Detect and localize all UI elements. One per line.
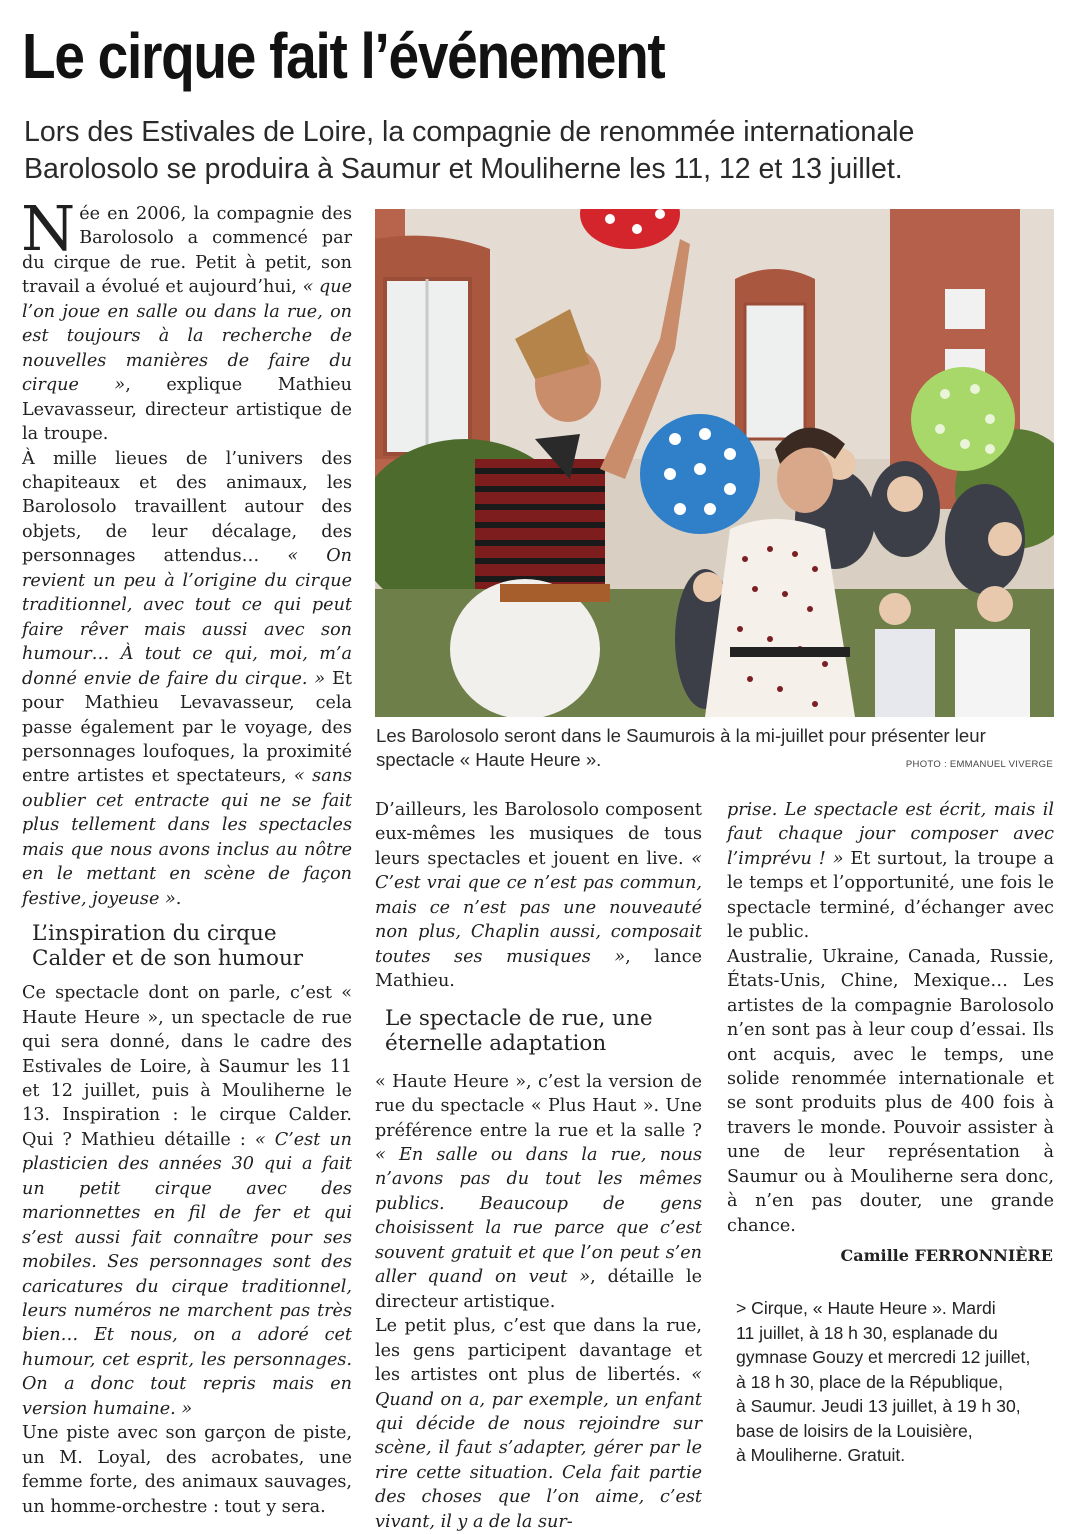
text: D’ailleurs, les Barolosolo composent eux-mêmes les musiques de tous leurs spectacles et jouent en live.	[375, 800, 702, 869]
article-column-1	[21, 192, 352, 1519]
text: « Haute Heure », c’est la version de rue du spectacle « Plus Haut ». Une préférence entre la rue et la salle ?	[375, 1071, 702, 1141]
drop-cap: N	[21, 192, 76, 265]
paragraph: Australie, Ukraine, Canada, Russie, États-Unis, Chine, Mexique… Les artistes de la compagnie Barolosolo n’en sont pas à leur coup d’essai. Ils ont acquis, avec le temps, une solide renommée internationale et se sont produits plus de 400 fois à travers le monde. Pouvoir assister à une de leur représentation à Saumur ou à Mouliherne sera donc, à n’en pas douter, une grande chance.	[727, 946, 1054, 1236]
circus-performers-illustration	[375, 209, 1054, 717]
text: Et surtout, la troupe a le temps et l’opportunité, une fois le spectacle terminé, d’échanger avec le public.	[727, 848, 1054, 943]
subheading: Le spectacle de rue, une éternelle adaptation	[385, 1005, 653, 1056]
text: ée en 2006, la compagnie des Barolosolo a commencé par du cirque de rue. Petit à petit, son travail a évolué et aujourd’hui,	[22, 204, 352, 298]
info-line: à Mouliherne. Gratuit.	[736, 1445, 906, 1465]
author-first-name: Camille	[840, 1246, 915, 1265]
info-line: base de loisirs de la Louisière,	[736, 1420, 973, 1441]
quote: prise. Le spectacle est écrit, mais il faut chaque jour composer avec l’imprévu ! »	[727, 800, 1054, 869]
article-column-3	[727, 798, 1054, 1238]
quote: « C’est vrai que ce n’est pas commun, mais ce n’est pas une nouveauté non plus, Chaplin aussi, composait toutes ses musiques »	[375, 848, 702, 967]
author-byline	[840, 1246, 1053, 1265]
text: Le petit plus, c’est que dans la rue, les gens participent davantage et les artistes ont plus de libertés.	[375, 1316, 702, 1386]
info-line: 11 juillet, à 18 h 30, esplanade du	[736, 1322, 998, 1343]
info-line: > Cirque, « Haute Heure ». Mardi	[736, 1298, 996, 1318]
paragraph	[22, 447, 352, 912]
paragraph	[22, 981, 352, 1421]
info-line: à Saumur. Jeudi 13 juillet, à 19 h 30,	[736, 1396, 1021, 1416]
text: Ce spectacle dont on parle, c’est « Haute Heure », un spectacle de rue qui sera donné, dans le cadre des Estivales de Loire, à Saumur les 11 et 12 juillet, puis à Mouliherne le 13. Inspiration : le cirque Calder. Qui ? Mathieu détaille :	[22, 983, 352, 1150]
text: , explique Mathieu Levavasseur, directeur artistique de la troupe.	[22, 375, 352, 445]
photo-credit: PHOTO : EMMANUEL VIVERGE	[905, 759, 1053, 770]
info-line: à 18 h 30, place de la République,	[736, 1371, 1004, 1392]
article-photo	[375, 209, 1054, 717]
text: , détaille le directeur artistique.	[375, 1267, 702, 1312]
article-column-2	[375, 798, 702, 1534]
paragraph: Une piste avec son garçon de piste, un M. Loyal, des acrobates, une femme forte, des animaux sauvages, un homme-orchestre : tout y sera.	[22, 1423, 352, 1517]
paragraph	[375, 1070, 702, 1315]
paragraph	[375, 798, 702, 994]
standfirst: Lors des Estivales de Loire, la compagnie de renommée internationale Barolosolo se produira à Saumur et Mouliherne les 11, 12 et 13 juillet.	[24, 116, 915, 185]
paragraph	[375, 1314, 702, 1534]
quote: « On revient un peu à l’origine du cirque traditionnel, avec tout ce qui peut faire rêver mais aussi avec son humour… À tout ce qui, moi, m’a donné envie de faire du cirque. »	[22, 546, 352, 689]
text: Et pour Mathieu Levavasseur, cela passe également par le voyage, des personnages loufoques, la proximité entre artistes et spectateurs,	[22, 668, 352, 787]
paragraph	[727, 798, 1054, 945]
paragraph	[21, 192, 352, 447]
headline: Le cirque fait l’événement	[22, 20, 665, 92]
text: .	[175, 888, 182, 909]
photo-caption: Les Barolosolo seront dans le Saumurois à la mi-juillet pour présenter leur spectacle « Haute Heure ».	[376, 725, 986, 770]
quote: « En salle ou dans la rue, nous n’avons pas du tout les mêmes publics. Beaucoup de gens choisissent la rue parce que c’est souvent gratuit et que l’on peut s’en aller quand on veut »	[375, 1144, 702, 1288]
event-info-box	[736, 1296, 1056, 1468]
text: , lance Mathieu.	[375, 946, 702, 992]
text: À mille lieues de l’univers des chapiteaux et des animaux, les Barolosolo travaillent autour des objets, de leur décalage, des personnages attendus…	[22, 448, 352, 567]
quote: « sans oublier cet entracte qui ne se fait plus tellement dans les spectacles mais que nous avons inclus au nôtre en le mettant en scène de façon festive, joyeuse »	[22, 766, 352, 909]
quote: « que l’on joue en salle ou dans la rue, on est toujours à la recherche de nouvelles manières de faire du cirque »	[22, 277, 352, 396]
author-last-name: FERRONNIÈRE	[914, 1246, 1053, 1265]
quote: « C’est un plasticien des années 30 qui a fait un petit cirque avec des marionnettes en fil de fer et qui s’est aussi fait connaître pour ses mobiles. Ses personnages sont des caricatures du cirque traditionnel, leurs numéros ne marchent pas très bien… Et nous, on a adoré cet humour, cet esprit, les personnages. On a donc tout repris mais en version humaine. »	[22, 1129, 352, 1419]
info-line: gymnase Gouzy et mercredi 12 juillet,	[736, 1347, 1031, 1367]
quote: « Quand on a, par exemple, un enfant qui décide de nous rejoindre sur scène, il faut s’adapter, gérer par le rire cette situation. Cela fait partie des choses que l’on aime, c’est vivant, il y a de la sur-	[375, 1365, 702, 1532]
subheading: L’inspiration du cirque Calder et de son humour	[32, 921, 304, 972]
